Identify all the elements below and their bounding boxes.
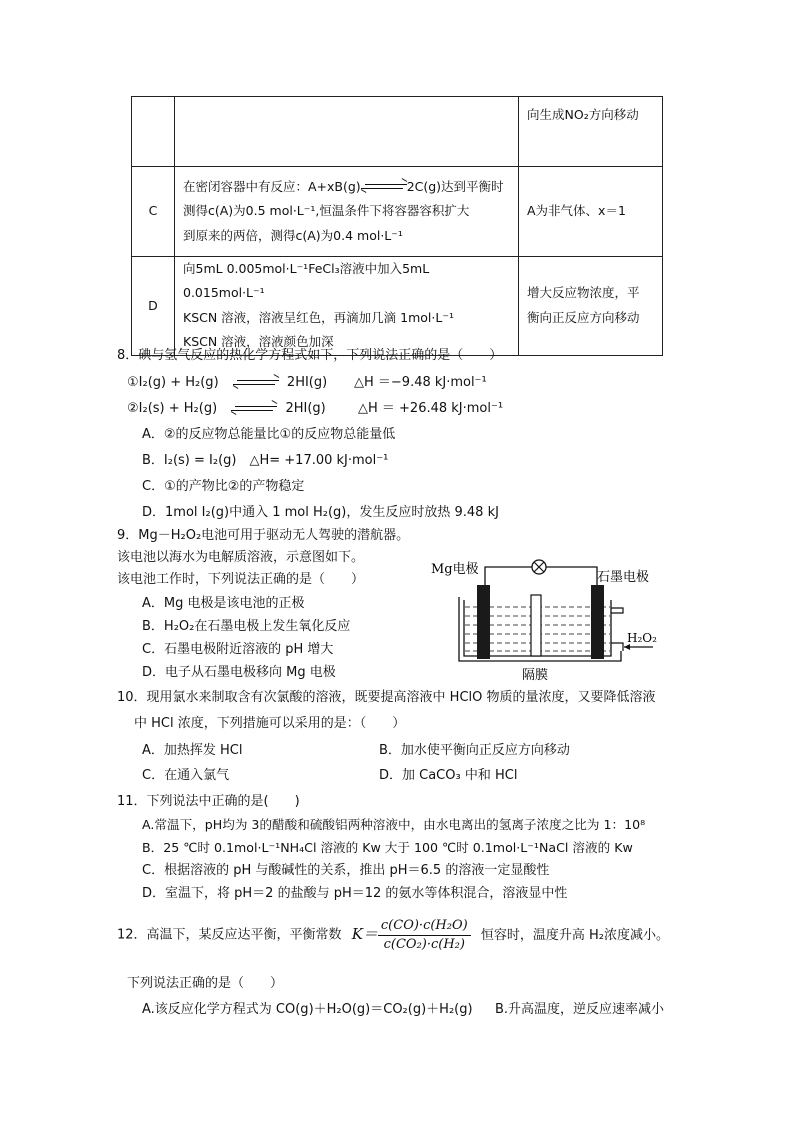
- battery-diagram: [425, 555, 675, 685]
- q12-option-b: B.升高温度，逆反应速率减小: [495, 1002, 665, 1017]
- equilibrium-constant-fraction: $\frac{\text{c(CO)·c(H₂O)}}{\text{c(CO₂)·c(H₂)}}$: [378, 918, 471, 952]
- q10-option-d: D．加 CaCO₃ 中和 HCl: [379, 768, 518, 783]
- equilibrium-arrow-icon: [231, 404, 277, 414]
- q8-option-c: C．①的产物比②的产物稳定: [142, 479, 305, 494]
- q11-option-c: C．根据溶液的 pH 与酸碱性的关系，推出 pH＝6.5 的溶液一定显酸性: [142, 863, 550, 878]
- q9-option-c: C．石墨电极附近溶液的 pH 增大: [142, 642, 334, 657]
- graphite-electrode-label: 石墨电极: [597, 570, 650, 585]
- q9-option-d: D．电子从石墨电极移向 Mg 电极: [142, 665, 336, 680]
- h2o2-label: H₂O₂: [627, 631, 657, 645]
- question-9-stem: 9．Mg－H₂O₂电池可用于驱动无人驾驶的潜航器。: [117, 528, 410, 543]
- question-9-line2: 该电池以海水为电解质溶液，示意图如下。: [117, 550, 365, 565]
- question-10-stem-1: 10．现用氯水来制取含有次氯酸的溶液，既要提高溶液中 HClO 物质的量浓度，又要降低溶液: [117, 690, 656, 705]
- mg-electrode-label: Mg电极: [431, 562, 479, 577]
- table-row: [132, 257, 663, 356]
- options-table: [131, 96, 663, 356]
- question-11-stem: 11．下列说法中正确的是( ): [117, 794, 300, 809]
- outlet-pipe: [611, 643, 623, 651]
- question-10-stem-2: 中 HCl 浓度，下列措施可以采用的是：（ ）: [134, 716, 406, 731]
- q11-option-b: B．25 ℃时 0.1mol·L⁻¹NH₄Cl 溶液的 Kw 大于 100 ℃时 0.1mol·L⁻¹NaCl 溶液的 Kw: [142, 840, 633, 855]
- table-cell-content: 向5mL 0.005mol·L⁻¹FeCl₃溶液中加入5mL 0.015mol·L⁻¹ KSCN 溶液，溶液呈红色，再滴加几滴 1mol·L⁻¹ KSCN 溶液，溶液颜色加深: [175, 257, 519, 356]
- q9-option-a: A．Mg 电极是该电池的正极: [142, 596, 305, 611]
- mg-electrode: [477, 585, 490, 659]
- question-9-line3: 该电池工作时，下列说法正确的是（ ）: [117, 572, 365, 587]
- table-cell-answer: 向生成NO₂方向移动: [519, 97, 663, 167]
- q10-option-c: C．在通入氯气: [142, 768, 230, 783]
- equilibrium-arrow-icon: [233, 378, 279, 388]
- question-12-stem: 12．高温下，某反应达平衡，平衡常数 K＝ $\frac{\text{c(CO)·c(H₂O)}}{\text{c(CO₂)·c(H₂)}}$ 恒容时，温度升高 H₂浓度减小。: [117, 918, 669, 952]
- q10-option-a: A．加热挥发 HCl: [142, 743, 243, 758]
- q8-option-d: D．1mol I₂(g)中通入 1 mol H₂(g)，发生反应时放热 9.48 kJ: [142, 505, 499, 520]
- q8-enthalpy-1: △H ＝−9.48 kJ·mol⁻¹: [354, 375, 487, 390]
- q9-option-b: B．H₂O₂在石墨电极上发生氧化反应: [142, 619, 351, 634]
- q11-option-d: D．室温下，将 pH＝2 的盐酸与 pH＝12 的氨水等体积混合，溶液显中性: [142, 886, 568, 901]
- table-row: [132, 97, 663, 167]
- membrane-label: 隔膜: [522, 668, 549, 683]
- table-cell-answer: A为非气体、x＝1: [519, 167, 663, 257]
- table-cell-label: D: [132, 257, 175, 356]
- question-8-stem: 8．碘与氢气反应的热化学方程式如下，下列说法正确的是（ ）: [117, 348, 503, 363]
- table-cell-label: C: [132, 167, 175, 257]
- q8-equation-1: ①I₂(g) + H₂(g) 2HI(g): [127, 375, 328, 390]
- q12-option-a: A.该反应化学方程式为 CO(g)＋H₂O(g)＝CO₂(g)＋H₂(g): [142, 1002, 473, 1017]
- table-row: [132, 167, 663, 257]
- question-12-line2: 下列说法正确的是（ ）: [127, 976, 284, 991]
- q10-option-b: B．加水使平衡向正反应方向移动: [379, 743, 570, 758]
- table-cell-content: 在密闭容器中有反应：A+xB(g) 2C(g)达到平衡时 测得c(A)为0.5 mol·L⁻¹,恒温条件下将容器容积扩大 到原来的两倍，测得c(A)为0.4 mol·L⁻¹: [175, 167, 519, 257]
- q8-equation-2: ②I₂(s) + H₂(g) 2HI(g): [127, 401, 326, 416]
- q8-option-b: B．I₂(s) = I₂(g) △H= +17.00 kJ·mol⁻¹: [142, 453, 389, 468]
- q8-enthalpy-2: △H ＝ +26.48 kJ·mol⁻¹: [358, 401, 504, 416]
- q11-option-a: A.常温下，pH均为 3的醋酸和硫酸铝两种溶液中，由水电离出的氢离子浓度之比为 1：10⁸: [142, 817, 646, 832]
- equilibrium-arrow-icon: [361, 182, 407, 192]
- k-symbol: K＝: [351, 924, 378, 943]
- graphite-electrode: [591, 585, 604, 659]
- membrane: [531, 595, 541, 656]
- q8-option-a: A．②的反应物总能量比①的反应物总能量低: [142, 427, 396, 442]
- table-cell-answer: 增大反应物浓度，平 衡向正反应方向移动: [519, 257, 663, 356]
- inlet-pipe: [611, 608, 623, 613]
